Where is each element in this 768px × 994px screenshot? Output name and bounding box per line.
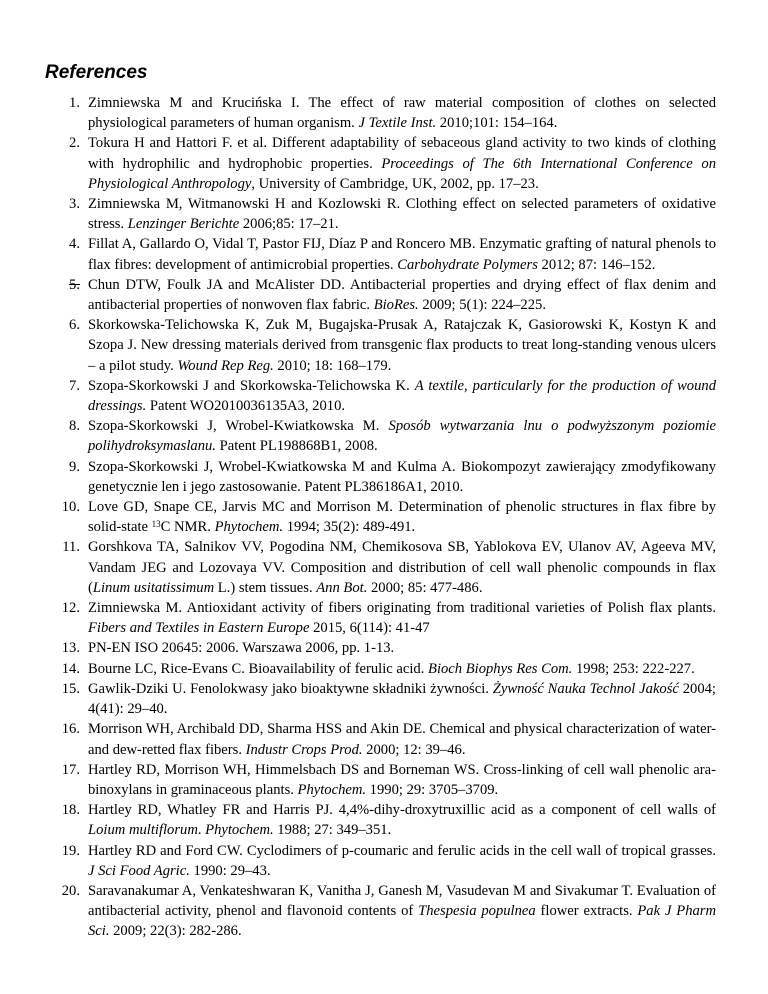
reference-number: 16. [61,721,80,738]
reference-number: 12. [61,600,80,617]
reference-text: PN-EN ISO 20645: 2006. Warszawa 2006, pp. 1-13. [88,640,395,657]
reference-item [48,194,716,234]
reference-item [48,800,716,840]
reference-item [48,760,716,800]
reference-italic-text: Bioch Biophys Res Com. [428,660,573,677]
reference-item [48,598,716,638]
reference-text: Fillat A, Gallardo O, Vidal T, Pastor FIJ, Díaz P and Roncero MB. Enzymatic grafting of natural phenols to flax fibres: development of antimicrobial properties. [88,236,716,273]
reference-text: Szopa-Skorkowski J and Skorkowska-Telichowska K. [88,377,415,394]
reference-text: flower extracts. [535,903,638,920]
reference-italic-text: J Textile Inst. [358,115,437,132]
reference-text: 1994; 35(2): 489-491. [283,519,416,536]
reference-item [48,881,716,942]
reference-italic-text: Phytochem. [205,822,274,839]
reference-number: 2. [69,135,80,152]
reference-text: 2009; 5(1): 224–225. [418,297,546,314]
reference-italic-text: Lenzinger Berichte [127,216,240,233]
reference-number: 3. [69,196,80,213]
reference-text: 1990; 29: 3705–3709. [366,781,499,798]
reference-text: Gorshkova TA, Salnikov VV, Pogodina NM, Chemikosova SB, Yablokova EV, Ulanov AV, Ageeva MV, Vandam JEG and Lozovaya VV. Composition and distribution of cell wall phenolic compounds in flax ( [88,539,716,596]
reference-text: 1988; 27: 349–351. [273,822,392,839]
reference-number: 14. [61,660,80,677]
reference-item [48,416,716,456]
reference-item [48,376,716,416]
reference-item [48,841,716,881]
reference-item [48,275,716,315]
reference-text: , University of Cambridge, UK, 2002, pp. 17–23. [251,175,539,192]
reference-item [48,659,716,679]
reference-italic-text: BioRes. [373,297,419,314]
reference-number: 18. [61,802,80,819]
reference-text: 1990: 29–43. [189,862,271,879]
reference-text: Szopa-Skorkowski J, Wrobel-Kwiatkowska M. [88,418,389,435]
reference-text: 2000; 12: 39–46. [362,741,466,758]
reference-text: L.) stem tissues. [214,579,317,596]
reference-number: 15. [61,680,80,697]
reference-text: Gawlik-Dziki U. Fenolokwasy jako bioaktywne składniki żywności. [88,680,493,697]
reference-number: 7. [69,377,80,394]
reference-item [48,133,716,194]
reference-text: 2010;101: 154–164. [436,115,558,132]
reference-text: Zimniewska M. Antioxidant activity of fibers originating from traditional varieties of Polish flax plants. [88,600,716,617]
reference-text: 2009; 22(3): 282-286. [109,923,242,940]
reference-number: 9. [69,458,80,475]
reference-text: 2004; 4(41): 29–40. [88,680,716,718]
reference-italic-text: Wound Rep Reg. [177,357,274,374]
reference-item [48,234,716,274]
reference-italic-text: Sposób wytwarzania lnu o podwyższonym poziomie polihydroksymaslanu. [88,418,717,455]
reference-number: 17. [61,761,80,778]
reference-item [48,638,716,658]
reference-text: Bourne LC, Rice-Evans C. Bioavailability of ferulic acid. [88,660,429,677]
reference-text: 2015, 6(114): 41-47 [309,620,430,637]
reference-italic-text: J Sci Food Agric. [88,862,190,879]
reference-italic-text: Pak J Pharm Sci. [88,903,717,940]
reference-italic-text: Loium multiflorum [88,822,198,839]
reference-text: Patent PL198868B1, 2008. [215,438,378,455]
reference-text: . [197,822,206,839]
reference-text: Morrison WH, Archibald DD, Sharma HSS and Akin DE. Chemical and physical characterization of water- and dew-retted flax fibers. [88,721,716,758]
reference-italic-text: Carbohydrate Polymers [397,256,538,273]
reference-item [48,93,716,133]
reference-text: 2012; 87: 146–152. [537,256,656,273]
reference-italic-text: Linum usitatissimum [92,579,215,596]
reference-item [48,457,716,497]
reference-number: 10. [61,499,80,516]
reference-text: Szopa-Skorkowski J, Wrobel-Kwiatkowska M and Kulma A. Biokompozyt zawierający zmodyfikowany genetycznie len i jego zastosowanie. Patent PL386186A1, 2010. [88,458,716,495]
reference-number: 19. [61,842,80,859]
reference-text: 2000; 85: 477-486. [367,579,483,596]
reference-number: 8. [69,418,80,435]
reference-italic-text: Fibers and Textiles in Eastern Europe [88,620,310,637]
reference-text: Love GD, Snape CE, Jarvis MC and Morrison M. Determination of phenolic structures in flax fibre by solid-state [88,499,716,536]
reference-text: 1998; 253: 222-227. [572,660,695,677]
references-heading: References [45,62,148,83]
reference-text: Chun DTW, Foulk JA and McAlister DD. Antibacterial properties and drying effect of flax denim and antibacterial properties of nonwoven flax fabric. [88,276,716,314]
reference-text: Patent WO2010036135A3, 2010. [146,398,346,415]
reference-text: Hartley RD, Whatley FR and Harris PJ. 4,4%-dihy-droxytruxillic acid as a component of cell walls of [88,802,716,819]
reference-text: 2006;85: 17–21. [239,216,339,233]
reference-italic-text: Ann Bot. [316,579,368,596]
reference-text: 2010; 18: 168–179. [273,357,392,374]
reference-number: 13. [61,640,80,657]
reference-number: 11. [62,539,80,556]
reference-italic-text: Industr Crops Prod. [245,741,363,758]
reference-italic-text: Żywność Nauka Technol Jakość [492,680,679,697]
reference-number: 20. [61,882,80,899]
reference-number: 6. [69,317,80,334]
reference-list [48,93,716,942]
reference-text: Hartley RD and Ford CW. Cyclodimers of p-coumaric and ferulic acids in the cell wall of tropical grasses. [88,842,716,859]
reference-text: Tokura H and Hattori F. et al. Different adaptability of sebaceous gland activity to two kinds of clothing with hydrophilic and hydrophobic properties. [88,135,716,172]
reference-text: Hartley RD, Morrison WH, Himmelsbach DS and Borneman WS. Cross-linking of cell wall phenolic ara-binoxylans in graminaceous plants. [88,761,716,798]
reference-italic-text: Phytochem. [214,519,284,536]
reference-text: Skorkowska-Telichowska K, Zuk M, Bugajska-Prusak A, Ratajczak K, Gasiorowski K, Kostyn K and Szopa J. New dressing materials derived from transgenic flax products to treat long-standing venous ulcers – a pilot study. [88,317,716,374]
reference-italic-text: A textile, particularly for the production of wound dressings. [88,377,716,415]
reference-number: 5. [69,276,80,293]
reference-italic-text: Phytochem. [297,781,367,798]
reference-item [48,679,716,719]
reference-item [48,315,716,376]
reference-text: 13 [151,519,161,530]
reference-item [48,497,716,537]
reference-text: Zimniewska M and Krucińska I. The effect of raw material composition of clothes on selected physiological parameters of human organism. [88,95,716,132]
reference-text: Zimniewska M, Witmanowski H and Kozlowski R. Clothing effect on selected parameters of oxidative stress. [88,196,716,233]
reference-number: 4. [69,236,80,253]
reference-text: Saravanakumar A, Venkateshwaran K, Vanitha J, Ganesh M, Vasudevan M and Sivakumar T. Evaluation of antibacterial activity, phenol and flavonoid contents of [88,882,716,920]
reference-item [48,719,716,759]
reference-italic-text: Thespesia populnea [418,903,536,920]
reference-number: 1. [69,95,80,111]
reference-text: C NMR. [160,519,215,536]
reference-italic-text: Proceedings of The 6th International Conference on Physiological Anthropology [88,155,716,192]
reference-item [48,537,716,598]
